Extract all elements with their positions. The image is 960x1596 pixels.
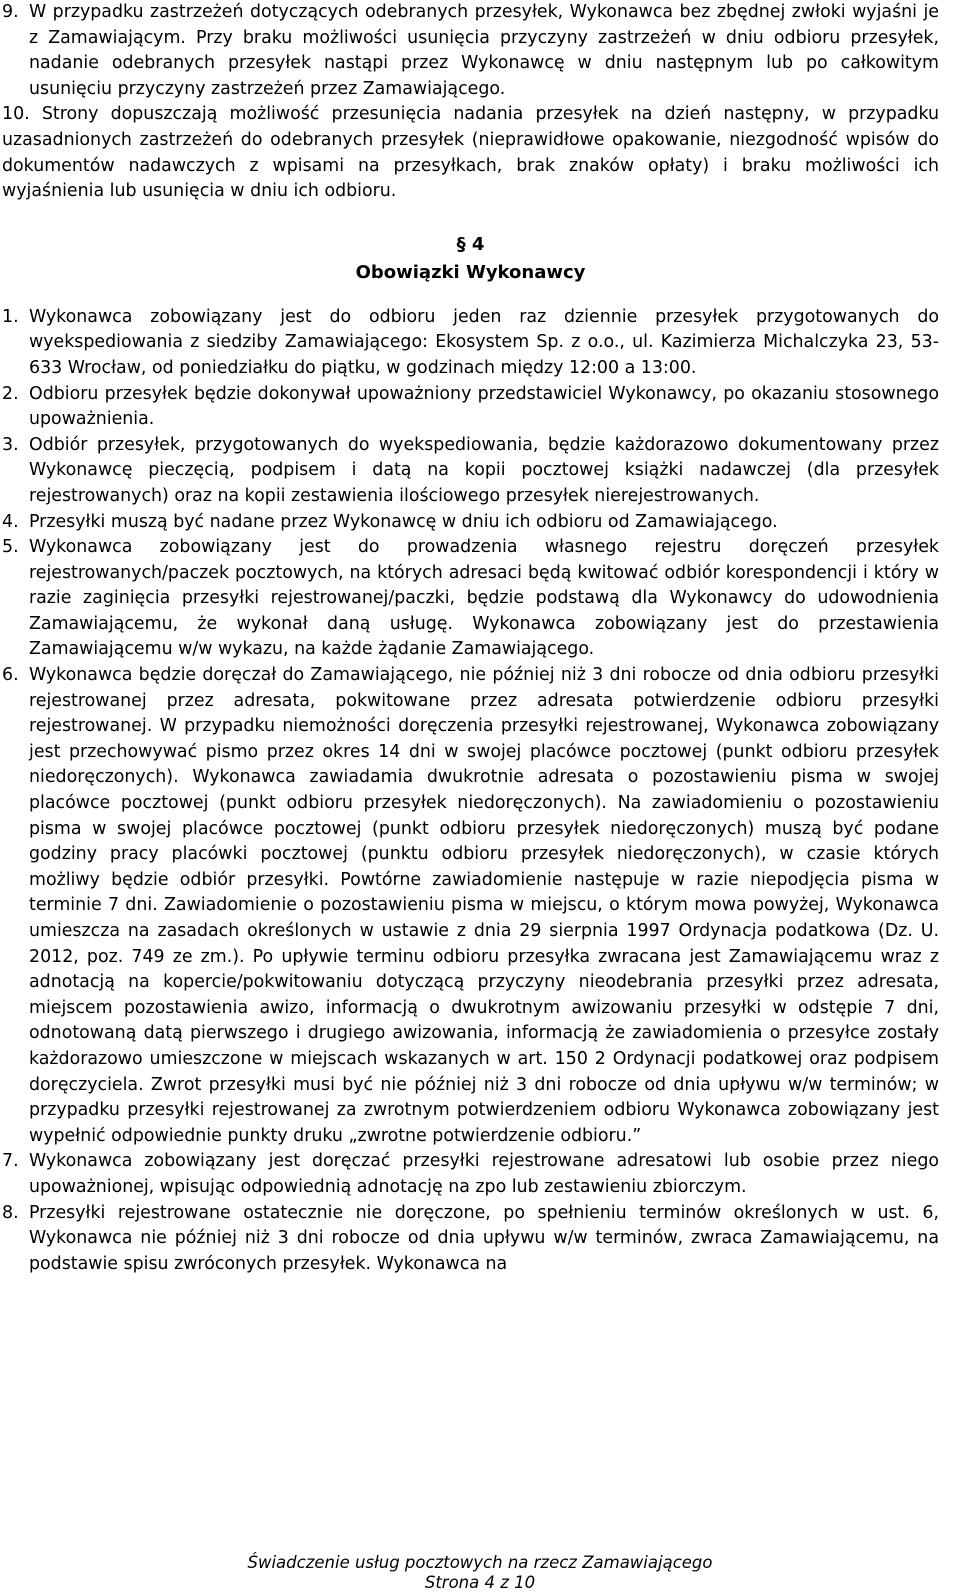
list-item-number: 3.	[2, 434, 19, 455]
list-item-number: 1.	[2, 306, 19, 327]
list-item-4	[2, 510, 939, 536]
list-item-number: 5.	[2, 537, 19, 558]
list-item-5	[2, 535, 939, 663]
list-item-text: Odbioru przesyłek będzie dokonywał upoważniony przedstawiciel Wykonawcy, po okazaniu stosownego upoważnienia.	[29, 383, 939, 430]
footer-page-number: Strona 4 z 10	[424, 1573, 536, 1592]
list-item-3	[2, 433, 939, 510]
list-item-text: Wykonawca będzie doręczał do Zamawiającego, nie później niż 3 dni robocze od dnia odbioru przesyłki rejestrowanej przez adresata, pokwitowane przez adresata potwierdzenie odbioru przesyłki rejestrowanej. W przypadku niemożności doręczenia przesyłki rejestrowanej, Wykonawca zobowiązany jest przechowywać pismo przez okres 14 dni w swojej placówce pocztowej (punkt odbioru przesyłek niedoręczonych). Wykonawca zawiadamia dwukrotnie adresata o pozostawieniu pisma w swojej placówce pocztowej (punkt odbioru przesyłek niedoręczonych). Na zawiadomieniu o pozostawieniu pisma w swojej placówce pocztowej (punkt odbioru przesyłek niedoręczonych) muszą być podane godziny pracy placówki pocztowej (punktu odbioru przesyłek niedoręczonych), w czasie których możliwy będzie odbiór przesyłki. Powtórne zawiadomienie następuje w razie niepodjęcia pisma w terminie 7 dni. Zawiadomienie o pozostawieniu pisma w miejscu, o którym mowa powyżej, Wykonawca umieszcza na zasadach określonych w ustawie z dnia 29 sierpnia 1997 Ordynacja podatkowa (Dz. U. 2012, poz. 749 ze zm.). Po upływie terminu odbioru przesyłka zwracana jest Zamawiającemu wraz z adnotacją na kopercie/pokwitowaniu dotyczącą przyczyny nieodebrania przesyłki przez adresata, miejscem pozostawienia awizo, informacją o dwukrotnym awizowaniu przesyłki w odstępie 7 dni, odnotowaną datą pierwszego i drugiego awizowania, informacją że zawiadomienia o przesyłce zostały każdorazowo umieszczone w miejscach wskazanych w art. 150 2 Ordynacji podatkowej oraz podpisem doręczyciela. Zwrot przesyłki musi być nie później niż 3 dni robocze od dnia upływu w/w terminów; w przypadku przesyłki rejestrowanej za zwrotnym potwierdzeniem odbioru Wykonawca zobowiązany jest wypełnić odpowiednie punkty druku „zwrotne potwierdzenie odbioru.”	[29, 665, 939, 1146]
list-item-text: Wykonawca zobowiązany jest do odbioru jeden raz dziennie przesyłek przygotowanych do wyekspediowania z siedziby Zamawiającego: Ekosystem Sp. z o.o., ul. Kazimierza Michalczyka 23, 53-633 Wrocław, od poniedziałku do piątku, w godzinach między 12:00 a 13:00.	[29, 306, 939, 378]
list-item-number: 9.	[2, 2, 19, 22]
list-item-text: Wykonawca zobowiązany jest doręczać przesyłki rejestrowane adresatowi lub osobie przez niego upoważnionej, wpisując odpowiednią adnotację na zpo lub zestawieniu zbiorczym.	[29, 1151, 939, 1197]
footer-title: Świadczenie usług pocztowych na rzecz Zamawiającego	[247, 1553, 713, 1572]
list-item-8	[2, 1201, 939, 1278]
list-item-number: 6.	[2, 665, 19, 686]
list-item-text: Odbiór przesyłek, przygotowanych do wyekspediowania, będzie każdorazowo dokumentowany przez Wykonawcę pieczęcią, podpisem i datą na kopii pocztowej książki nadawczej (dla przesyłek rejestrowanych) oraz na kopii zestawienia ilościowego przesyłek nierejestrowanych.	[29, 434, 939, 506]
list-item-7	[2, 1149, 939, 1200]
list-item-2	[2, 382, 939, 433]
document-body	[2, 0, 939, 1277]
list-item-number: 7.	[2, 1151, 19, 1172]
list-item-1	[2, 305, 939, 382]
list-item-number: 8.	[2, 1202, 19, 1223]
section-number: § 4	[456, 233, 485, 255]
list-item-number: 4.	[2, 511, 19, 532]
list-item-number: 10.	[2, 104, 30, 125]
list-item-10	[2, 102, 939, 204]
list-item-6	[2, 663, 939, 1149]
section-title: Obowiązki Wykonawcy	[355, 261, 586, 283]
list-item-9	[2, 0, 939, 102]
list-item-text: W przypadku zastrzeżeń dotyczących odebranych przesyłek, Wykonawca bez zbędnej zwłoki wyjaśni je z Zamawiającym. Przy braku możliwości usunięcia przyczyny zastrzeżeń w dniu odbioru przesyłek, nadanie odebranych przesyłek nastąpi przez Wykonawcę w dniu następnym lub po całkowitym usunięciu przyczyny zastrzeżeń przez Zamawiającego.	[29, 2, 939, 99]
list-item-text: Strony dopuszczają możliwość przesunięcia nadania przesyłek na dzień następny, w przypadku uzasadnionych zastrzeżeń do odebranych przesyłek (nieprawidłowe opakowanie, niezgodność wpisów do dokumentów nadawczych z wpisami na przesyłkach, brak znaków opłaty) i braku możliwości ich wyjaśnienia lub usunięcia w dniu ich odbioru.	[2, 104, 940, 202]
list-item-text: Przesyłki muszą być nadane przez Wykonawcę w dniu ich odbioru od Zamawiającego.	[29, 511, 778, 532]
list-item-number: 2.	[2, 383, 19, 404]
list-item-text: Wykonawca zobowiązany jest do prowadzenia własnego rejestru doręczeń przesyłek rejestrowanych/paczek pocztowych, na których adresaci będą kwitować odbiór korespondencji i który w razie zaginięcia przesyłki rejestrowanej/paczki, będzie podstawą dla Wykonawcy do udowodnienia Zamawiającemu, że wykonał daną usługę. Wykonawca zobowiązany jest do przestawienia Zamawiającemu w/w wykazu, na każde żądanie Zamawiającego.	[29, 537, 939, 660]
list-item-text: Przesyłki rejestrowane ostatecznie nie doręczone, po spełnieniu terminów określonych w ust. 6, Wykonawca nie później niż 3 dni robocze od dnia upływu w/w terminów, zwraca Zamawiającemu, na podstawie spisu zwróconych przesyłek. Wykonawca na	[29, 1202, 939, 1274]
